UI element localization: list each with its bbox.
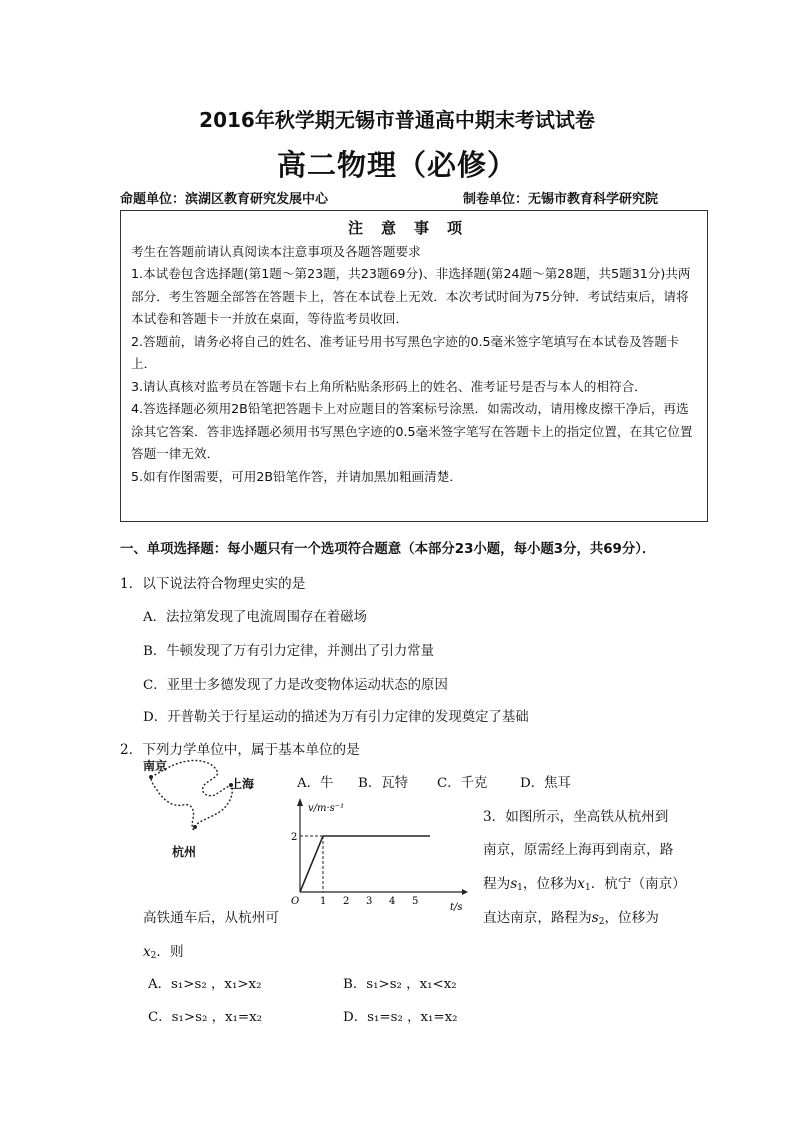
- print-unit: 制卷单位：无锡市教育科学研究院: [463, 192, 659, 207]
- notice-line-1: 1.本试卷包含选择题(第1题～第23题，共23题69分)、非选择题(第24题～第28题，共5题31分)共两部分．考生答题全部答在答题卡上，答在本试卷上无效．本次考试时间为75分钟．考试结束后，请将本试卷和答题卡一并放在桌面，等待监考员收回．: [131, 266, 691, 326]
- y-axis-arrow: [297, 798, 303, 806]
- q3-x-symbol: x: [577, 876, 585, 892]
- q2-stem: 2．下列力学单位中，属于基本单位的是: [120, 742, 360, 758]
- exam-subtitle: 高二物理（必修）: [276, 148, 517, 182]
- q3-line-5: [143, 940, 184, 961]
- q3-line-3a: 程为: [483, 876, 511, 892]
- author-unit: 命题单位：滨湖区教育研究发展中心: [120, 192, 329, 207]
- q1-option-b: B．牛顿发现了万有引力定律，并测出了引力常量: [143, 644, 435, 659]
- notice-heading: 注意事项: [347, 219, 480, 237]
- q3-line-4a: 高铁通车后，从杭州可: [143, 910, 279, 926]
- q3-sub-1: 1: [517, 883, 523, 893]
- q3-line-5-text: ．则: [156, 944, 184, 960]
- hangzhou-dot: [193, 825, 197, 829]
- q3-line-2: 南京，原需经上海再到南京，路: [483, 842, 674, 858]
- exam-title: 2016年秋学期无锡市普通高中期末考试试卷: [199, 108, 595, 132]
- x-axis-arrow: [462, 889, 468, 895]
- q3-line-1: 3．如图所示，坐高铁从杭州到: [483, 809, 669, 825]
- graph-xtick-5: 5: [412, 896, 419, 907]
- graph-xtick-2: 2: [343, 896, 350, 907]
- q1-stem: 1．以下说法符合物理史实的是: [120, 576, 306, 592]
- q1-option-d: D．开普勒关于行星运动的描述为万有引力定律的发现奠定了基础: [143, 710, 529, 725]
- q3-line-3: [483, 872, 686, 893]
- q2-option-a: A．牛: [297, 776, 334, 791]
- graph-xlabel: t/s: [450, 902, 463, 913]
- notice-line-0: 考生在答题前请认真阅读本注意事项及各题答题要求: [131, 243, 421, 259]
- q3-sub-2b: 2: [150, 951, 157, 961]
- q1-option-a: A．法拉第发现了电流周围存在着磁场: [143, 610, 367, 625]
- q3-line-4b: 直达南京，路程为: [483, 910, 592, 926]
- notice-box: [120, 210, 708, 522]
- nanjing-dot: [149, 775, 153, 779]
- q3-x2-symbol: x: [143, 944, 151, 960]
- notice-line-3: 3.请认真核对监考员在答题卡右上角所粘贴条形码上的姓名、准考证号是否与本人的相符合．: [131, 378, 647, 394]
- q2-option-b: B．瓦特: [358, 776, 409, 791]
- graph-xtick-4: 4: [389, 896, 396, 907]
- vt-graph-svg: [290, 794, 470, 914]
- q3-s2-symbol: s: [591, 910, 599, 926]
- q3-option-b: B．s₁>s₂ ，x₁<x₂: [343, 977, 457, 992]
- notice-line-2: 2.答题前，请务必将自己的姓名、准考证号用书写黑色字迹的0.5毫米签字笔填写在本试卷及答题卡上．: [131, 333, 680, 371]
- graph-xtick-3: 3: [366, 896, 373, 907]
- q3-line-4c: ，位移为: [604, 910, 659, 926]
- q3-option-a: A．s₁>s₂ ，x₁>x₂: [148, 977, 262, 992]
- q3-line-4: [483, 906, 659, 927]
- graph-ylabel: v/m·s⁻¹: [308, 803, 345, 814]
- q3-option-c: C．s₁>s₂ ，x₁=x₂: [148, 1010, 263, 1025]
- map-label-shanghai: 上海: [230, 777, 255, 791]
- map-label-nanjing: 南京: [143, 759, 168, 773]
- q3-sub-1b: 1: [584, 883, 591, 893]
- q1-option-c: C．亚里士多德发现了力是改变物体运动状态的原因: [143, 678, 448, 693]
- vt-graph: [290, 794, 470, 914]
- map-label-hangzhou: 杭州: [172, 845, 197, 859]
- graph-origin: O: [291, 896, 300, 907]
- notice-line-5: 5.如有作图需要，可用2B铅笔作答，并请加黑加粗画清楚．: [131, 468, 462, 484]
- q2-option-c: C．千克: [437, 776, 488, 791]
- q3-line-3c: ．杭宁（南京）: [590, 876, 686, 892]
- q3-sub-2: 2: [598, 917, 605, 927]
- section-heading: 一、单项选择题：每小题只有一个选项符合题意（本部分23小题，每小题3分，共69分）．: [120, 542, 656, 557]
- graph-ytick: 2: [291, 832, 298, 843]
- q3-s-symbol: s: [510, 876, 518, 892]
- notice-line-4: 4.答选择题必须用2B铅笔把答题卡上对应题目的答案标号涂黑．如需改动，请用橡皮擦干净后，再选涂其它答案．答非选择题必须用书写黑色字迹的0.5毫米签字笔写在答题卡上的指定位置，在其它位置答题一律无效．: [131, 401, 693, 461]
- q2-option-d: D．焦耳: [520, 776, 571, 791]
- graph-xtick-1: 1: [320, 896, 327, 907]
- q3-line-3b: ，位移为: [522, 876, 578, 892]
- accel-segment: [300, 836, 323, 892]
- q3-option-d: D．s₁=s₂ ，x₁=x₂: [343, 1010, 458, 1025]
